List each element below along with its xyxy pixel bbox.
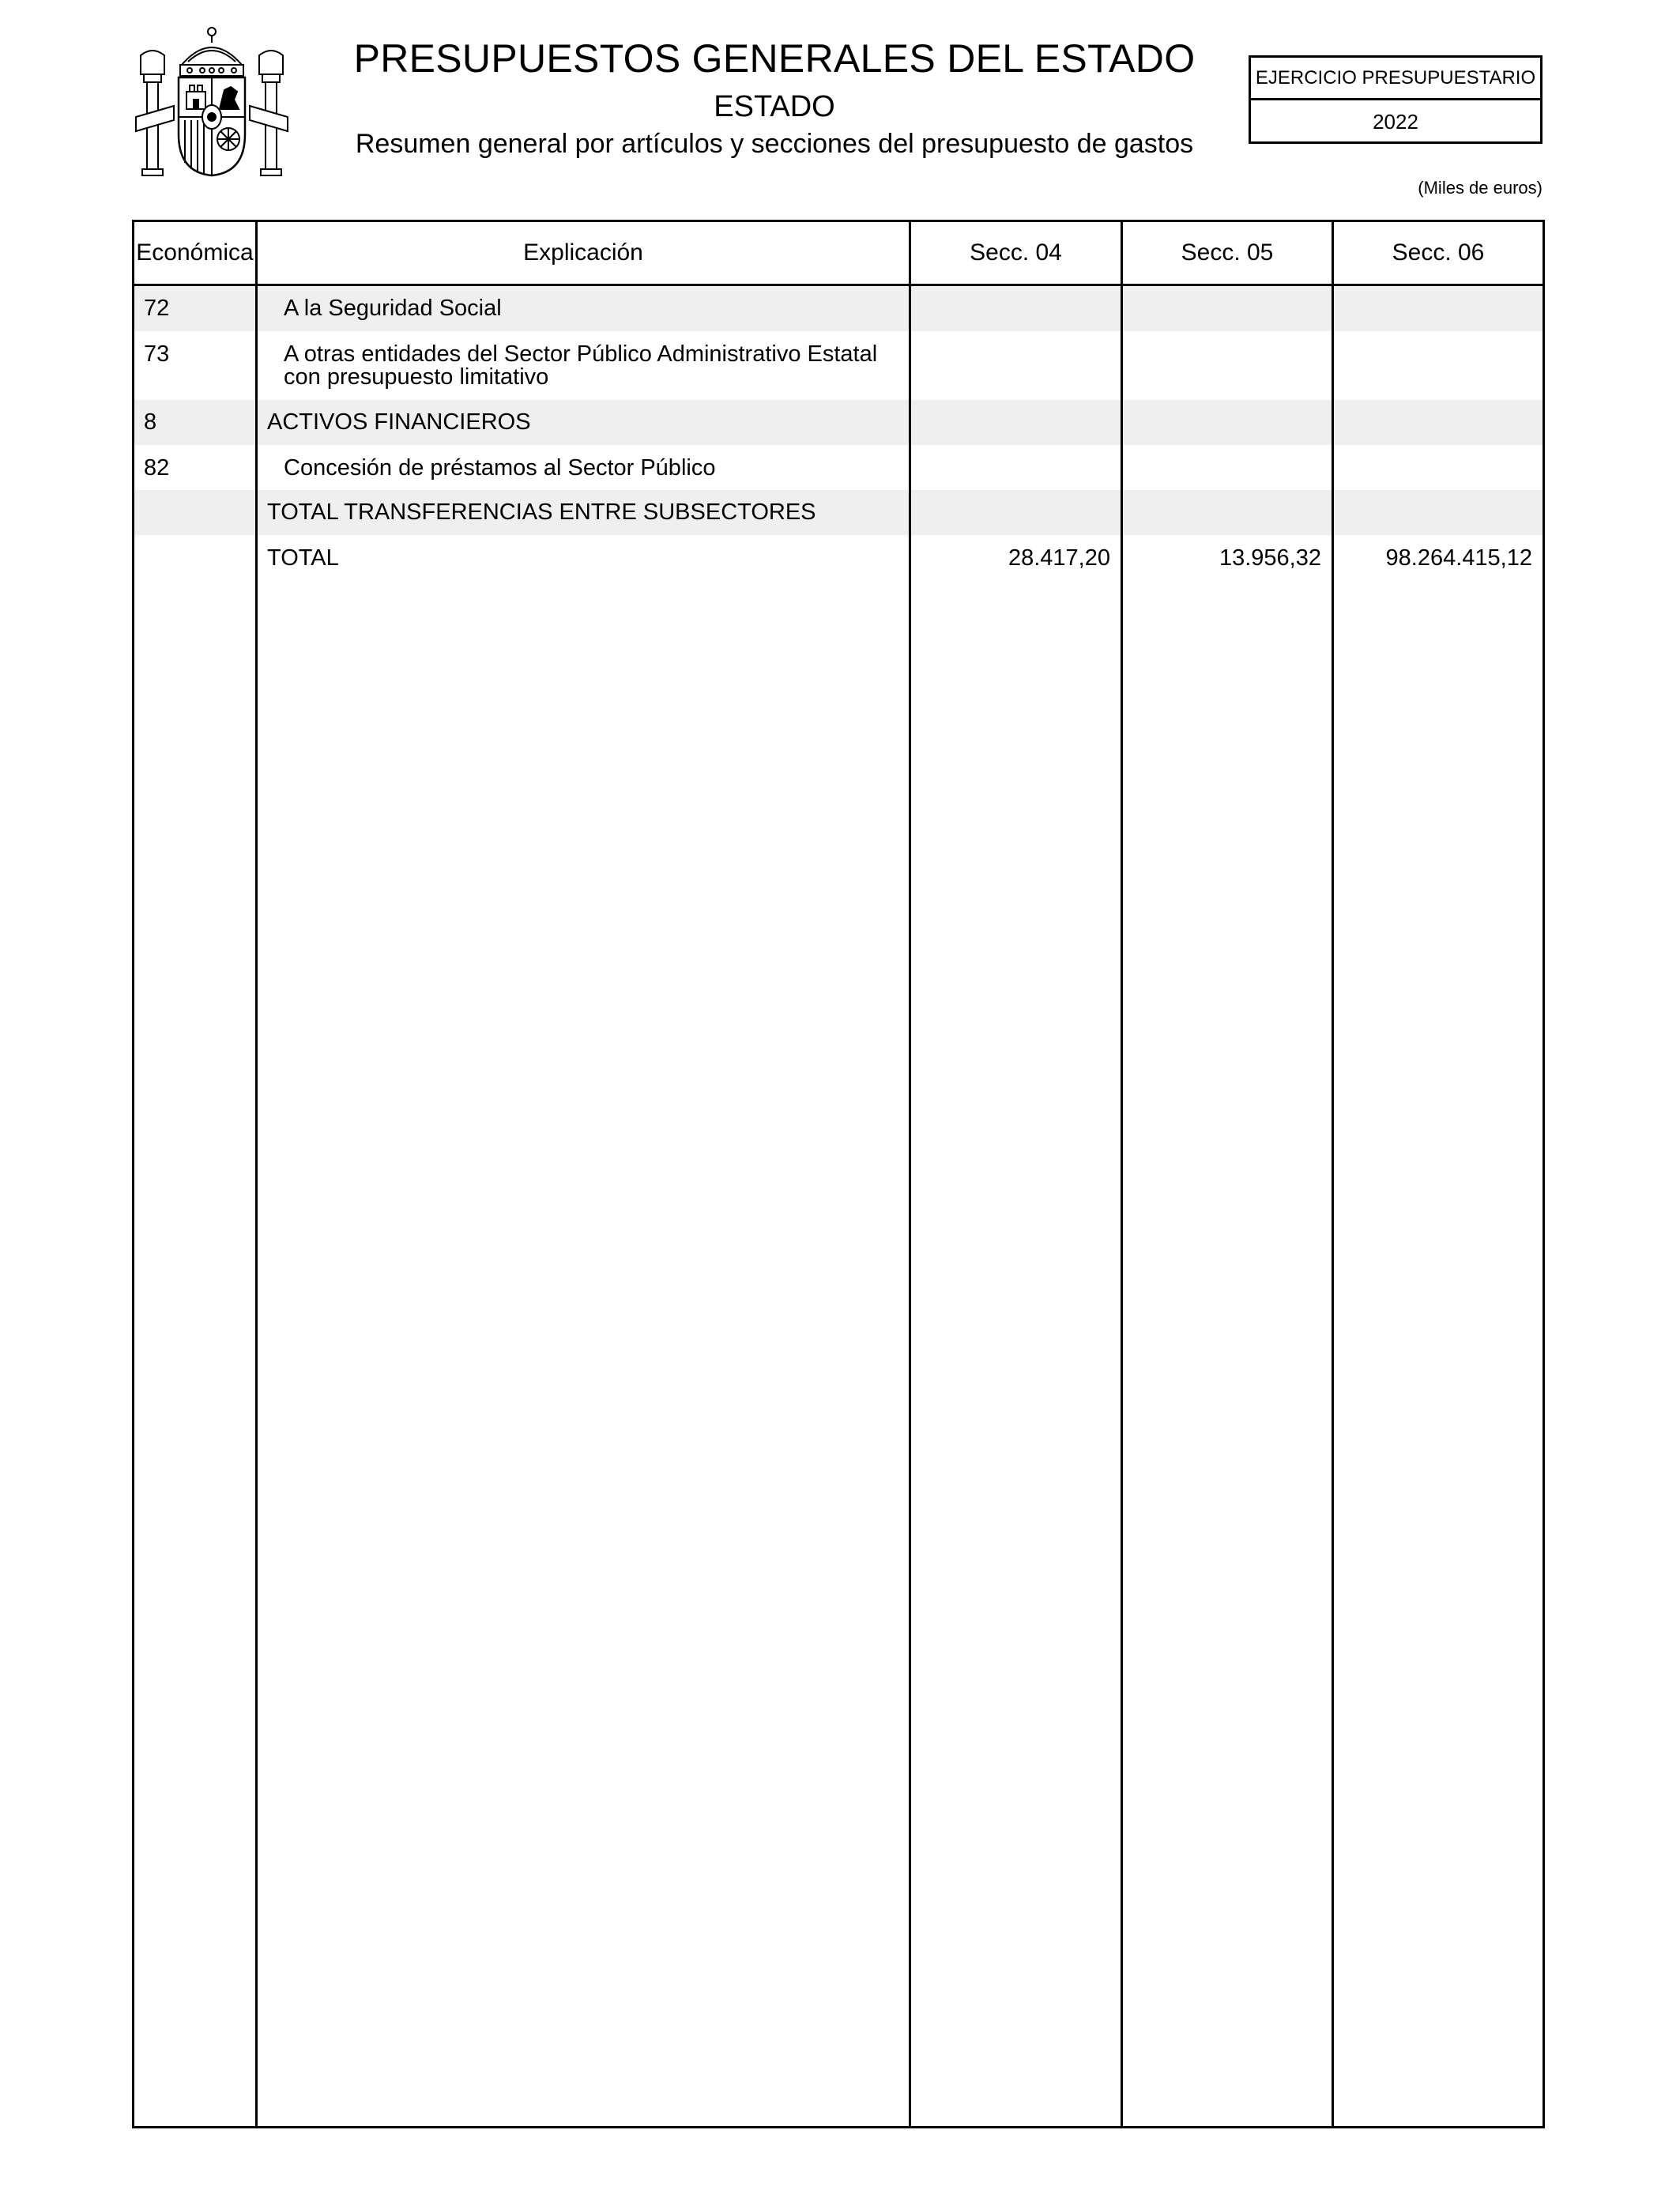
column-divider [909,286,911,535]
column-divider [255,286,258,535]
table-row-total [134,535,1543,580]
ejercicio-box [1249,55,1543,144]
row-explanation: ACTIVOS FINANCIEROS [267,409,531,435]
row-explanation-line1: A otras entidades del Sector Público Administrativo Estatal [284,341,878,367]
total-secc-06: 98.264.415,12 [1385,545,1532,571]
ejercicio-year: 2022 [1373,110,1418,134]
row-code: 8 [144,409,157,435]
row-explanation-line2: con presupuesto limitativo [284,364,549,390]
ejercicio-label: EJERCICIO PRESUPUESTARIO [1251,58,1540,100]
coat-of-arms-emblem [133,24,291,180]
column-header-explicacion: Explicación [523,239,643,266]
units-note: (Miles de euros) [1418,178,1543,198]
column-header-secc-04: Secc. 04 [970,239,1062,266]
row-code: 72 [144,296,170,321]
document-subtitle: ESTADO [714,90,835,123]
row-explanation: TOTAL TRANSFERENCIAS ENTRE SUBSECTORES [267,499,816,525]
column-header-secc-05: Secc. 05 [1181,239,1274,266]
document-title: PRESUPUESTOS GENERALES DEL ESTADO [353,36,1196,81]
row-code: 82 [144,455,170,481]
column-header-secc-06: Secc. 06 [1392,239,1485,266]
row-explanation: Concesión de préstamos al Sector Público [284,455,716,481]
total-secc-05: 13.956,32 [1219,545,1321,571]
total-secc-04: 28.417,20 [1008,545,1110,571]
document-description: Resumen general por artículos y secciones del presupuesto de gastos [355,129,1194,159]
column-header-economica: Económica [136,239,254,266]
row-explanation: A la Seguridad Social [284,296,502,321]
row-explanation: TOTAL [267,545,339,571]
row-code: 73 [144,341,170,367]
column-divider [1332,286,1334,535]
column-divider [1121,286,1123,535]
